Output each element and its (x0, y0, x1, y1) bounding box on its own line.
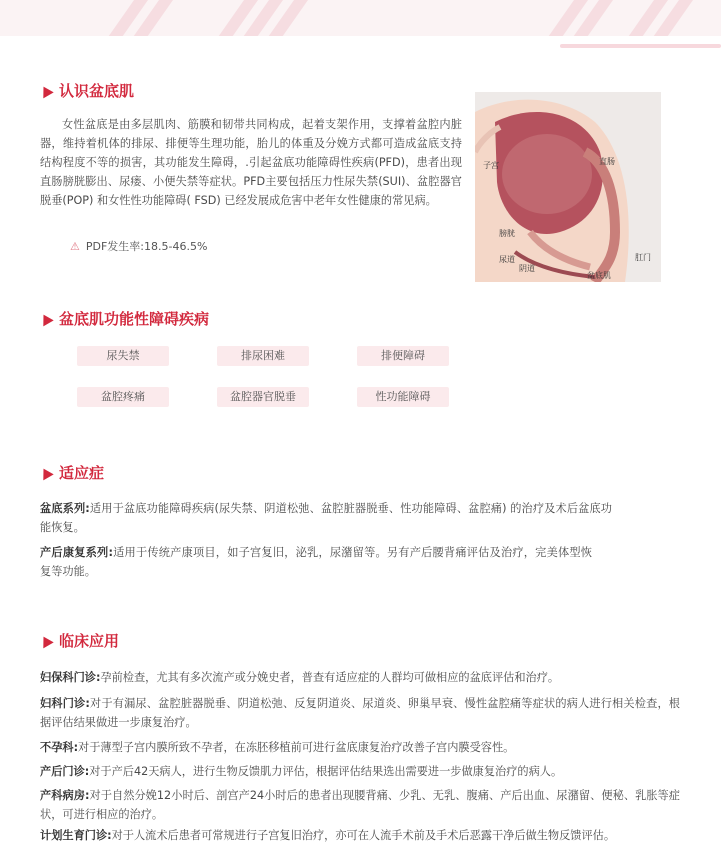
indication-item: 盆底系列:适用于盆底功能障碍疾病(尿失禁、阴道松弛、盆腔脏器脱垂、性功能障碍、盆腔痛) 的治疗及术后盆底功能恢复。 (40, 502, 612, 534)
label-rectum: 直肠 (599, 157, 615, 166)
triangle-bullet-icon (38, 633, 53, 648)
section-title-know-pelvic-floor: 认识盆底肌 (40, 80, 134, 101)
section-title-clinical-application: 临床应用 (40, 630, 119, 651)
label-pelvic-floor-muscle: 盆底肌 (587, 271, 611, 280)
pelvic-anatomy-illustration (475, 92, 661, 282)
clinical-item: 产科病房:对于自然分娩12小时后、剖宫产24小时后的患者出现腰背痛、少乳、无乳、腹痛、产后出血、尿潴留、便秘、乳胀等症状，可进行相应的治疗。 (40, 789, 680, 821)
clinical-item: 计划生育门诊:对于人流术后患者可常规进行子宫复旧治疗，亦可在人流手术前及手术后恶露干净后做生物反馈评估。 (40, 829, 616, 842)
tag-sexual-dysfunction: 性功能障碍 (357, 387, 449, 407)
section-title-indications: 适应症 (40, 462, 104, 483)
clinical-item: 产后门诊:对于产后42天病人，进行生物反馈肌力评估，根据评估结果选出需要进一步做康复治疗的病人。 (40, 765, 563, 778)
tag-incontinence: 尿失禁 (77, 346, 169, 366)
warning-icon: ⚠ (70, 239, 80, 253)
label-urethra: 尿道 (499, 255, 515, 264)
clinical-item: 妇科门诊:对于有漏尿、盆腔脏器脱垂、阴道松弛、反复阴道炎、尿道炎、卵巢早衰、慢性盆腔痛等症状的病人进行相关检查，根据评估结果做进一步康复治疗。 (40, 697, 680, 729)
tag-pelvic-pain: 盆腔疼痛 (77, 387, 169, 407)
tag-defecation-disorder: 排便障碍 (357, 346, 449, 366)
tag-prolapse: 盆腔器官脱垂 (217, 387, 309, 407)
header-decoration (0, 0, 721, 36)
section-title-dysfunction: 盆底肌功能性障碍疾病 (40, 308, 209, 329)
clinical-item: 妇保科门诊:孕前检查，尤其有多次流产或分娩史者，普查有适应症的人群均可做相应的盆底评估和治疗。 (40, 671, 560, 684)
triangle-bullet-icon (38, 465, 53, 480)
tag-dysuria: 排尿困难 (217, 346, 309, 366)
label-anus: 肛门 (635, 253, 651, 262)
label-uterus: 子宫 (483, 161, 499, 170)
label-vagina: 阴道 (519, 264, 535, 273)
triangle-bullet-icon (38, 83, 53, 98)
label-bladder: 膀胱 (499, 229, 515, 238)
pfd-rate: ⚠ PDF发生率:18.5-46.5% (70, 239, 208, 253)
intro-paragraph: 女性盆底是由多层肌肉、筋膜和韧带共同构成，起着支架作用，支撑着盆腔内脏器，维持着机体的排尿、排便等生理功能，胎儿的体重及分娩方式都可造成盆底支持结构程度不等的损害，其功能发生障碍，.引起盆底功能障碍性疾病(PFD)，患者出现直肠膀胱膨出、尿瘘、小便失禁等症状。PFD主要包括压力性尿失禁(SUI)、盆腔器官脱垂(POP) 和女性性功能障碍( FSD) 已经发展成危害中老年女性健康的常见病。 (40, 118, 462, 207)
triangle-bullet-icon (38, 311, 53, 326)
clinical-item: 不孕科:对于薄型子宫内膜所致不孕者，在冻胚移植前可进行盆底康复治疗改善子宫内膜受容性。 (40, 741, 515, 754)
header-decoration-line (560, 44, 721, 48)
indication-item: 产后康复系列:适用于传统产康项目，如子宫复旧，泌乳，尿潴留等。另有产后腰背痛评估及治疗，完美体型恢复等功能。 (40, 546, 592, 578)
